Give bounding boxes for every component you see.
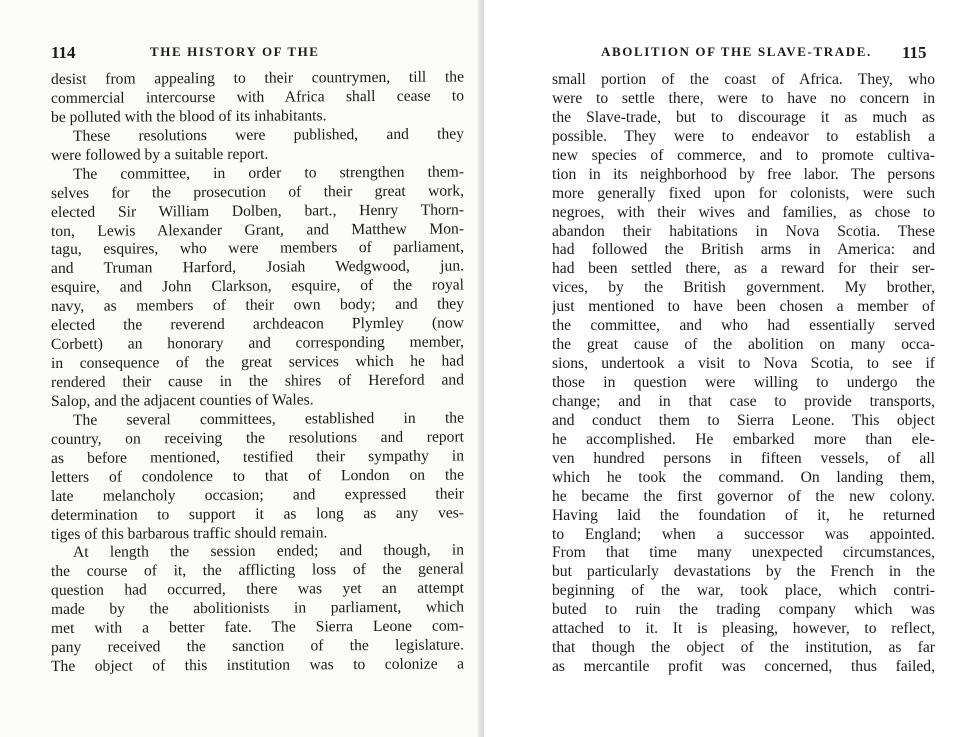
text-line: sions, undertook a visit to Nova Scotia, to see if [552,355,935,373]
text-line: in consequence of the great services which he had [50,352,465,373]
text-line: elected the reverend archdeacon Plymley (now [50,314,465,335]
text-line: beginning of the war, took place, which contri- [552,582,935,600]
text-line: desist from appealing to their countrymen, till the [50,68,465,88]
right-page-number: 115 [902,43,927,62]
text-line: navy, as members of their own body; and they [50,295,465,316]
text-line: The several committees, established in the [72,409,465,429]
text-line: but particularly devastations by the French in the [552,563,935,581]
text-line: tion in its neighborhood by free labor. The persons [552,165,935,183]
text-line: The committee, in order to strengthen them- [72,163,465,183]
text-line: small portion of the coast of Africa. They, who [552,71,935,88]
text-line: Having laid the foundation of it, he returned [552,506,935,524]
text-line: had followed the British arms in America: and [552,241,935,259]
text-line: were to settle there, were to have no concern in [552,89,935,107]
left-page-number: 114 [51,43,76,62]
text-line: and Truman Harford, Josiah Wedgwood, jun. [50,257,465,278]
text-line: had been settled there, as a reward for their ser- [552,260,935,278]
text-line: the Slave-trade, but to discourage it as much as [552,108,935,126]
text-line: country, on receiving the resolutions and report [50,428,465,448]
text-line: to England; when a successor was appointed. [552,525,935,543]
text-line: attached to it. It is pleasing, however, to reflect, [552,620,935,638]
text-line: that though the object of the institution, as far [552,639,935,657]
text-line: letters of condolence to that of London on the [50,466,465,486]
text-line: late melancholy occasion; and expressed their [50,485,465,505]
text-line: which he took the command. On landing them, [552,468,935,486]
text-line: tiges of this barbarous traffic should remain. [50,523,328,543]
left-page [0,0,484,737]
text-line: vices, by the British government. My brother, [552,279,935,297]
text-line: those in question were willing to undergo the [552,374,935,391]
left-page-text [50,68,465,677]
text-line: as before mentioned, testified their sympathy in [50,447,465,467]
text-line: The object of this institution was to colonize a [50,655,465,676]
text-line: just mentioned to have been chosen a member of [552,298,935,316]
text-line: met with a better fate. The Sierra Leone com- [50,617,465,638]
left-running-head: THE HISTORY OF THE [150,44,320,59]
text-line: made by the abolitionists in parliament, which [50,598,465,619]
text-line: negroes, with their wives and families, as chose to [552,203,935,221]
text-line: From that time many unexpected circumstances, [552,544,935,562]
text-line: the committee, and who had essentially served [552,317,935,335]
text-line: rendered their cause in the shires of Hereford and [50,371,465,391]
right-page-text [552,71,935,677]
text-line: buted to ruin the trading company which was [552,601,935,619]
text-line: and conduct them to Sierra Leone. This object [552,411,935,429]
text-line: more generally fixed upon for colonists, were such [552,184,935,202]
text-line: be polluted with the blood of its inhabitants. [50,107,327,126]
right-page [484,0,980,737]
text-line: abandon their habitations in Nova Scotia. These [552,222,935,240]
text-line: elected Sir William Dolben, bart., Henry Thorn- [50,201,465,221]
text-line: At length the session ended; and though, in [72,541,465,562]
text-line: the course of it, the afflicting loss of the general [50,560,465,581]
text-line: Corbett) an honorary and corresponding member, [50,333,465,354]
text-line: he became the first governor of the new colony. [552,487,935,505]
text-line: ton, Lewis Alexander Grant, and Matthew Mon- [50,219,465,240]
text-line: esquire, and John Clarkson, esquire, of the royal [50,276,465,297]
text-line: were followed by a suitable report. [50,145,269,164]
right-running-head: ABOLITION OF THE SLAVE-TRADE. [601,44,872,59]
text-line: question had occurred, there was yet an attempt [50,579,465,600]
text-line: change; and in that case to provide transports, [552,392,935,410]
text-line: Salop, and the adjacent counties of Wales. [50,391,314,410]
text-line: tagu, esquires, who were members of parliament, [50,238,465,259]
text-line: possible. They were to endeavor to establish a [552,127,935,145]
text-line: as mercantile profit was concerned, thus failed, [552,658,935,676]
text-line: commercial intercourse with Africa shall cease to [50,87,465,107]
text-line: selves for the prosecution of their great work, [50,182,465,202]
text-line: the great cause of the abolition on many occa- [552,336,935,354]
text-line: he accomplished. He embarked more than ele- [552,430,935,448]
text-line: pany received the sanction of the legislature. [50,636,465,657]
text-line: These resolutions were published, and they [72,125,465,145]
text-line: new species of commerce, and to promote cultiva- [552,146,935,164]
text-line: ven hundred persons in fifteen vessels, of all [552,449,935,467]
text-line: determination to support it as long as any ves- [50,504,465,524]
